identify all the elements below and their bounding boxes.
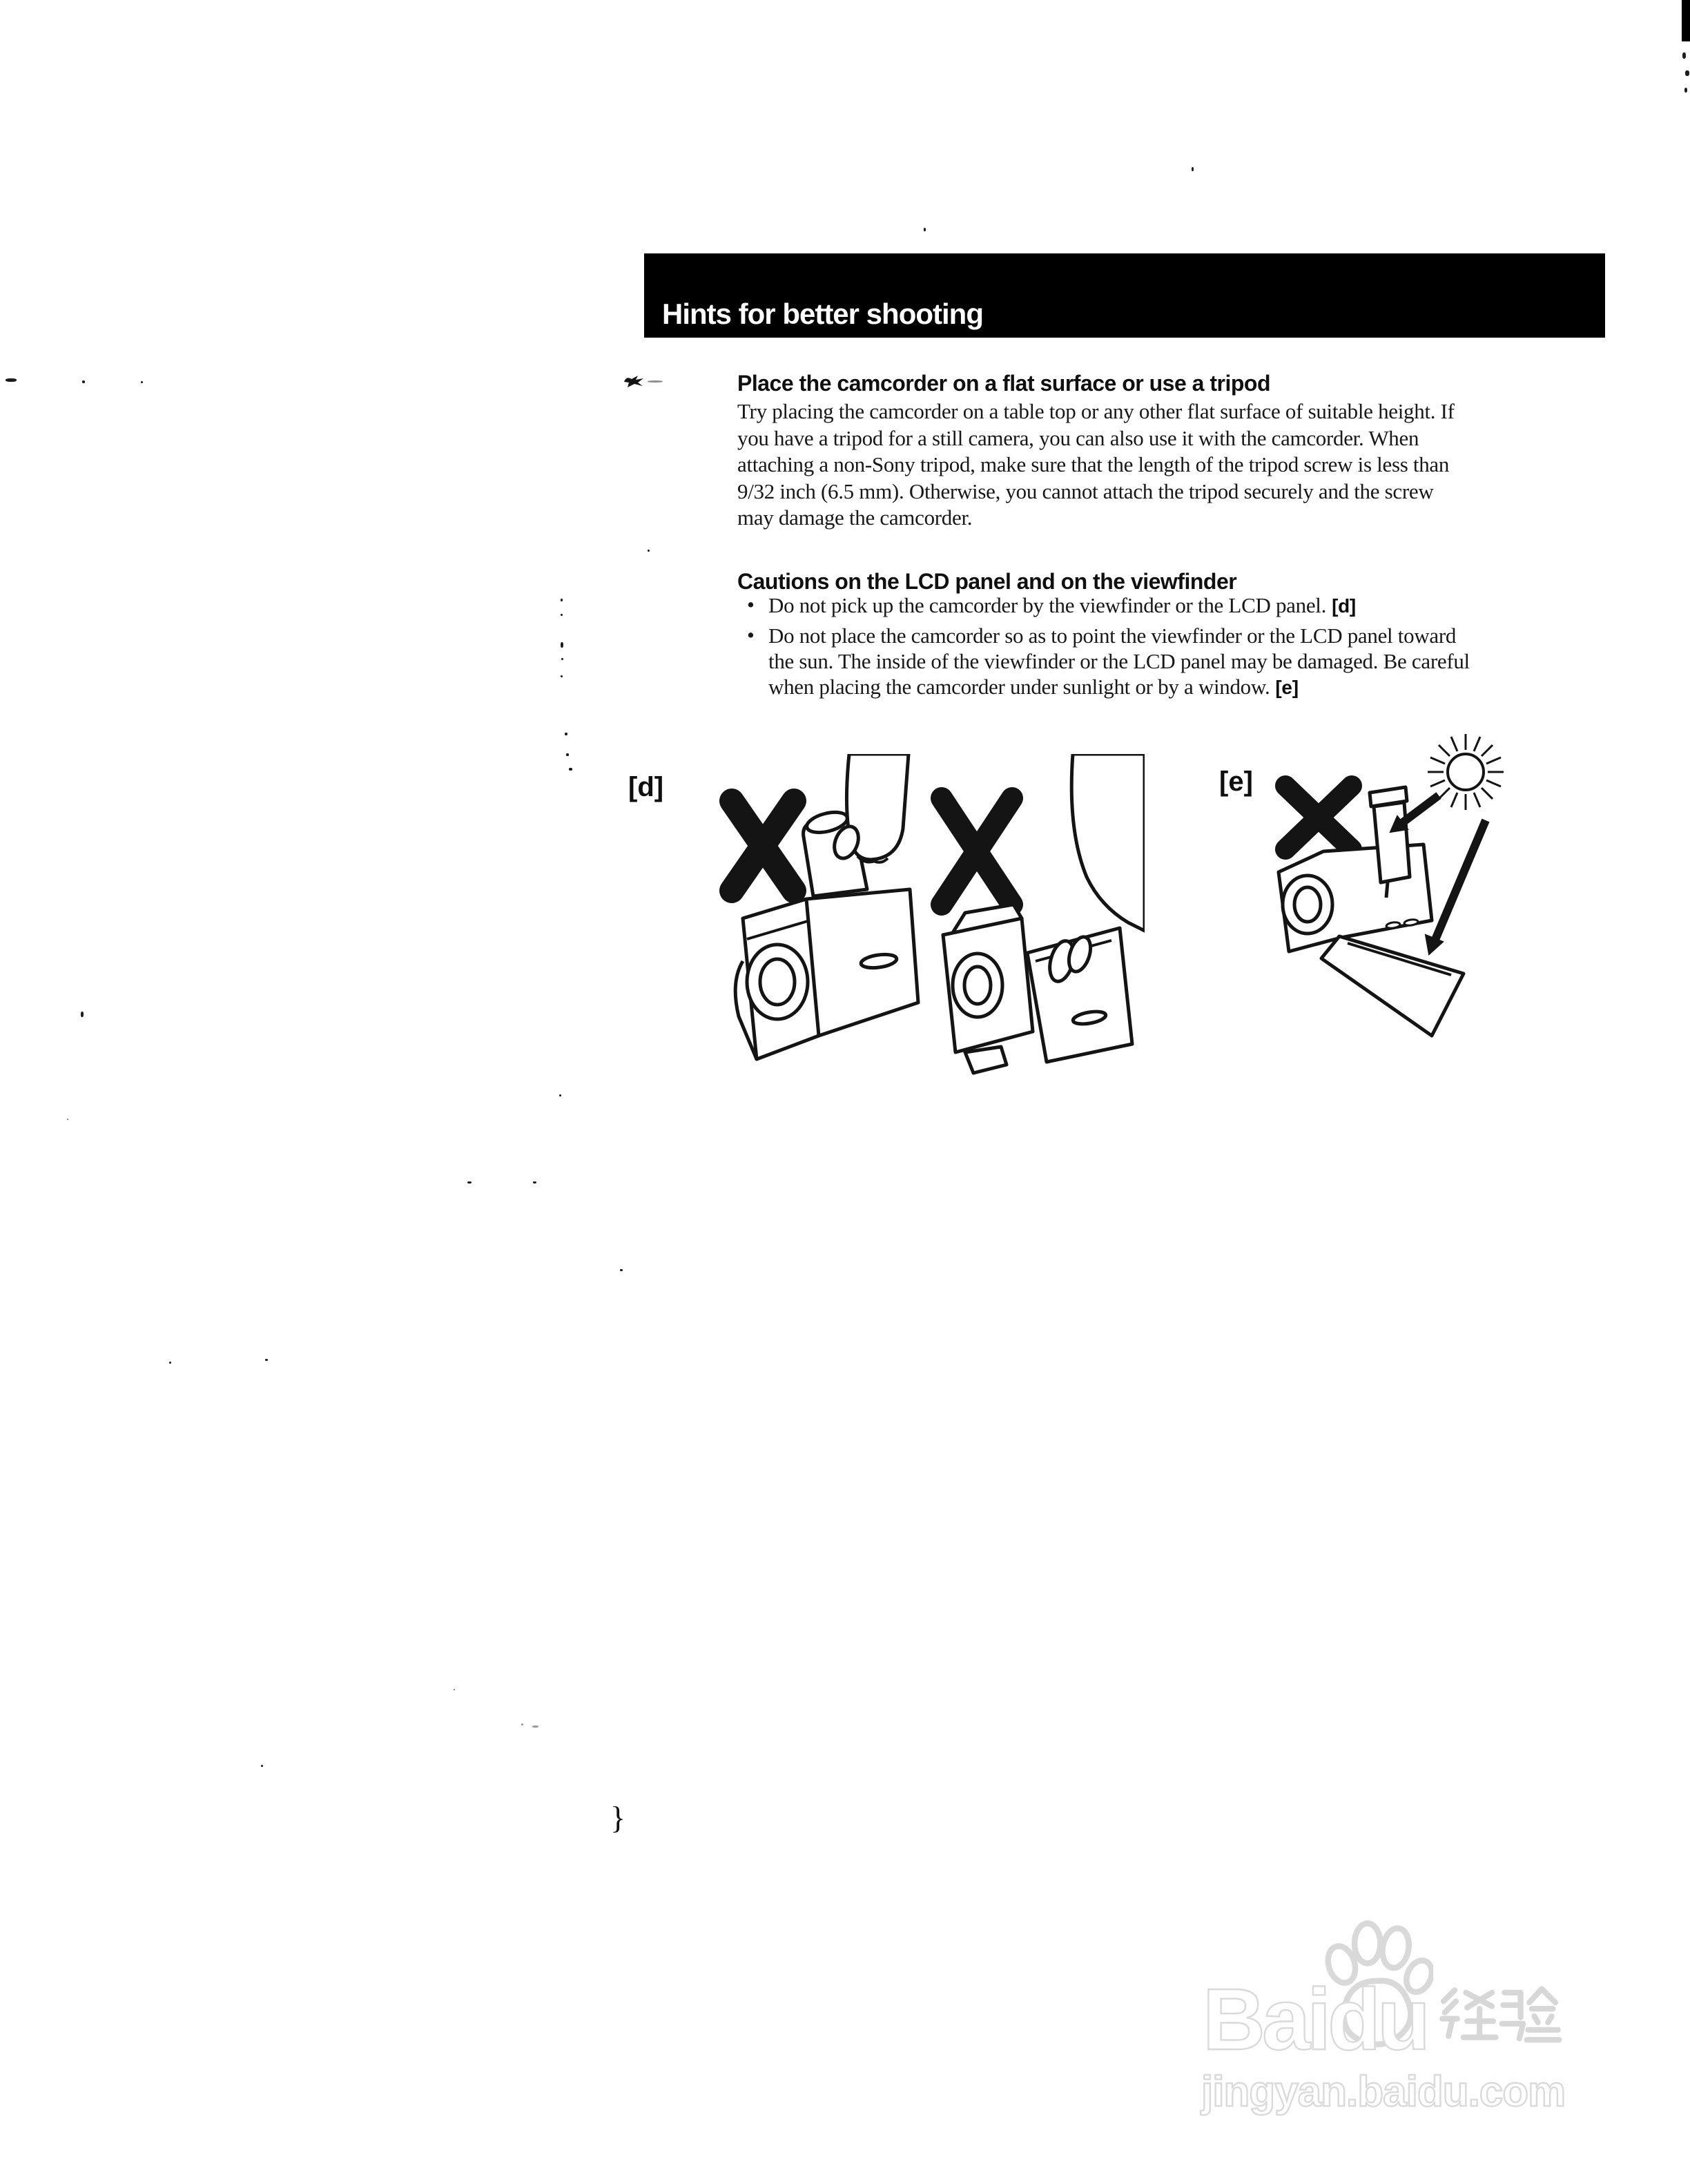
- cautions-list: [737, 592, 1470, 700]
- prohibition-x-icon: [942, 798, 1012, 905]
- scan-speck: [561, 675, 563, 677]
- scan-speck: [141, 381, 143, 383]
- scan-speck: [81, 1012, 84, 1017]
- prohibition-x-icon: [732, 801, 794, 891]
- scan-speck: [82, 380, 85, 383]
- scan-speck: [1682, 52, 1686, 59]
- scan-speck: [561, 642, 563, 648]
- paragraph-tripod: [737, 398, 1455, 532]
- scan-speck: [67, 1119, 68, 1120]
- caution-text: Do not pick up the camcorder by the viewfinder or the LCD panel.: [768, 593, 1327, 617]
- subsection-heading-cautions: Cautions on the LCD panel and on the viewfinder: [737, 569, 1237, 594]
- scan-speck: [569, 768, 572, 771]
- figure-e-illustration: [1258, 724, 1568, 1048]
- text-line: [768, 592, 1470, 619]
- scan-speck: [532, 1726, 538, 1728]
- lens: [760, 959, 795, 1005]
- hand-illustration: [1071, 754, 1145, 931]
- scan-speck: [169, 1362, 171, 1364]
- scan-speck: [1192, 167, 1194, 171]
- scan-speck: [565, 733, 567, 735]
- lcd-panel: [1321, 936, 1464, 1036]
- prohibition-x-icon: [1285, 786, 1352, 849]
- scan-speck: [561, 658, 563, 660]
- watermark-brand: Baidu: [1203, 1971, 1428, 2068]
- scan-speck: [1684, 88, 1687, 93]
- text-line: attaching a non-Sony tripod, make sure that the length of the tripod screw is less than: [737, 452, 1450, 476]
- page-number: }: [610, 1800, 626, 1835]
- scan-speck: [261, 1765, 263, 1767]
- text-line: Do not place the camcorder so as to point the viewfinder or the LCD panel toward: [768, 624, 1457, 648]
- text-line: 9/32 inch (6.5 mm). Otherwise, you cannot attach the tripod securely and the screw: [737, 479, 1434, 503]
- scan-speck: [620, 1269, 623, 1271]
- section-header-bar: [644, 253, 1605, 338]
- scan-speck: [561, 599, 563, 601]
- text-line: Try placing the camcorder on a table top or any other flat surface of suitable height. If: [737, 399, 1455, 423]
- figure-reference-d: [d]: [1332, 595, 1356, 617]
- list-item: [737, 592, 1470, 619]
- text-line: you have a tripod for a still camera, you can also use it with the camcorder. When: [737, 425, 1419, 450]
- figure-label-e: [e]: [1219, 766, 1253, 797]
- scan-speck: [1685, 70, 1689, 76]
- scan-edge-artifact: [1682, 0, 1690, 41]
- watermark-jingyan-cn-text: [1437, 1982, 1562, 2051]
- scan-speck: [533, 1181, 536, 1183]
- scan-speck: [566, 753, 569, 756]
- bullet-glyph: •: [747, 623, 755, 647]
- scan-speck: [648, 550, 650, 552]
- scan-speck: [648, 380, 663, 383]
- hand-illustration: [830, 754, 909, 862]
- lens: [964, 967, 991, 1004]
- text-line: [768, 674, 1470, 700]
- scan-speck: [6, 378, 17, 382]
- list-item: [737, 623, 1470, 700]
- caution-text: when placing the camcorder under sunlight or by a window.: [768, 675, 1270, 699]
- page-title: Hints for better shooting: [662, 298, 983, 330]
- text-line: the sun. The inside of the viewfinder or the LCD panel may be damaged. Be careful: [768, 649, 1470, 673]
- subsection-heading-tripod: Place the camcorder on a flat surface or use a tripod: [737, 371, 1270, 396]
- watermark-url: jingyan.baidu.com: [1201, 2068, 1566, 2116]
- figure-d-illustration: [703, 754, 1145, 1085]
- scan-speck: [265, 1359, 268, 1361]
- figure-label-d: [d]: [628, 772, 664, 802]
- scan-speck: [559, 1094, 561, 1096]
- scan-speck: [924, 228, 926, 231]
- scan-speck: [454, 1689, 455, 1690]
- lens: [1294, 887, 1321, 922]
- scan-speck: [561, 614, 563, 616]
- scan-speck: [467, 1181, 472, 1183]
- bullet-glyph: •: [747, 592, 755, 617]
- viewfinder: [1374, 802, 1410, 882]
- figure-reference-e: [e]: [1275, 677, 1299, 698]
- scan-speck: [521, 1723, 523, 1726]
- text-line: may damage the camcorder.: [737, 505, 973, 530]
- camcorder-illustration: [943, 905, 1132, 1073]
- ink-smudge: [620, 373, 650, 389]
- sunlight-arrow-icon: [1426, 820, 1486, 954]
